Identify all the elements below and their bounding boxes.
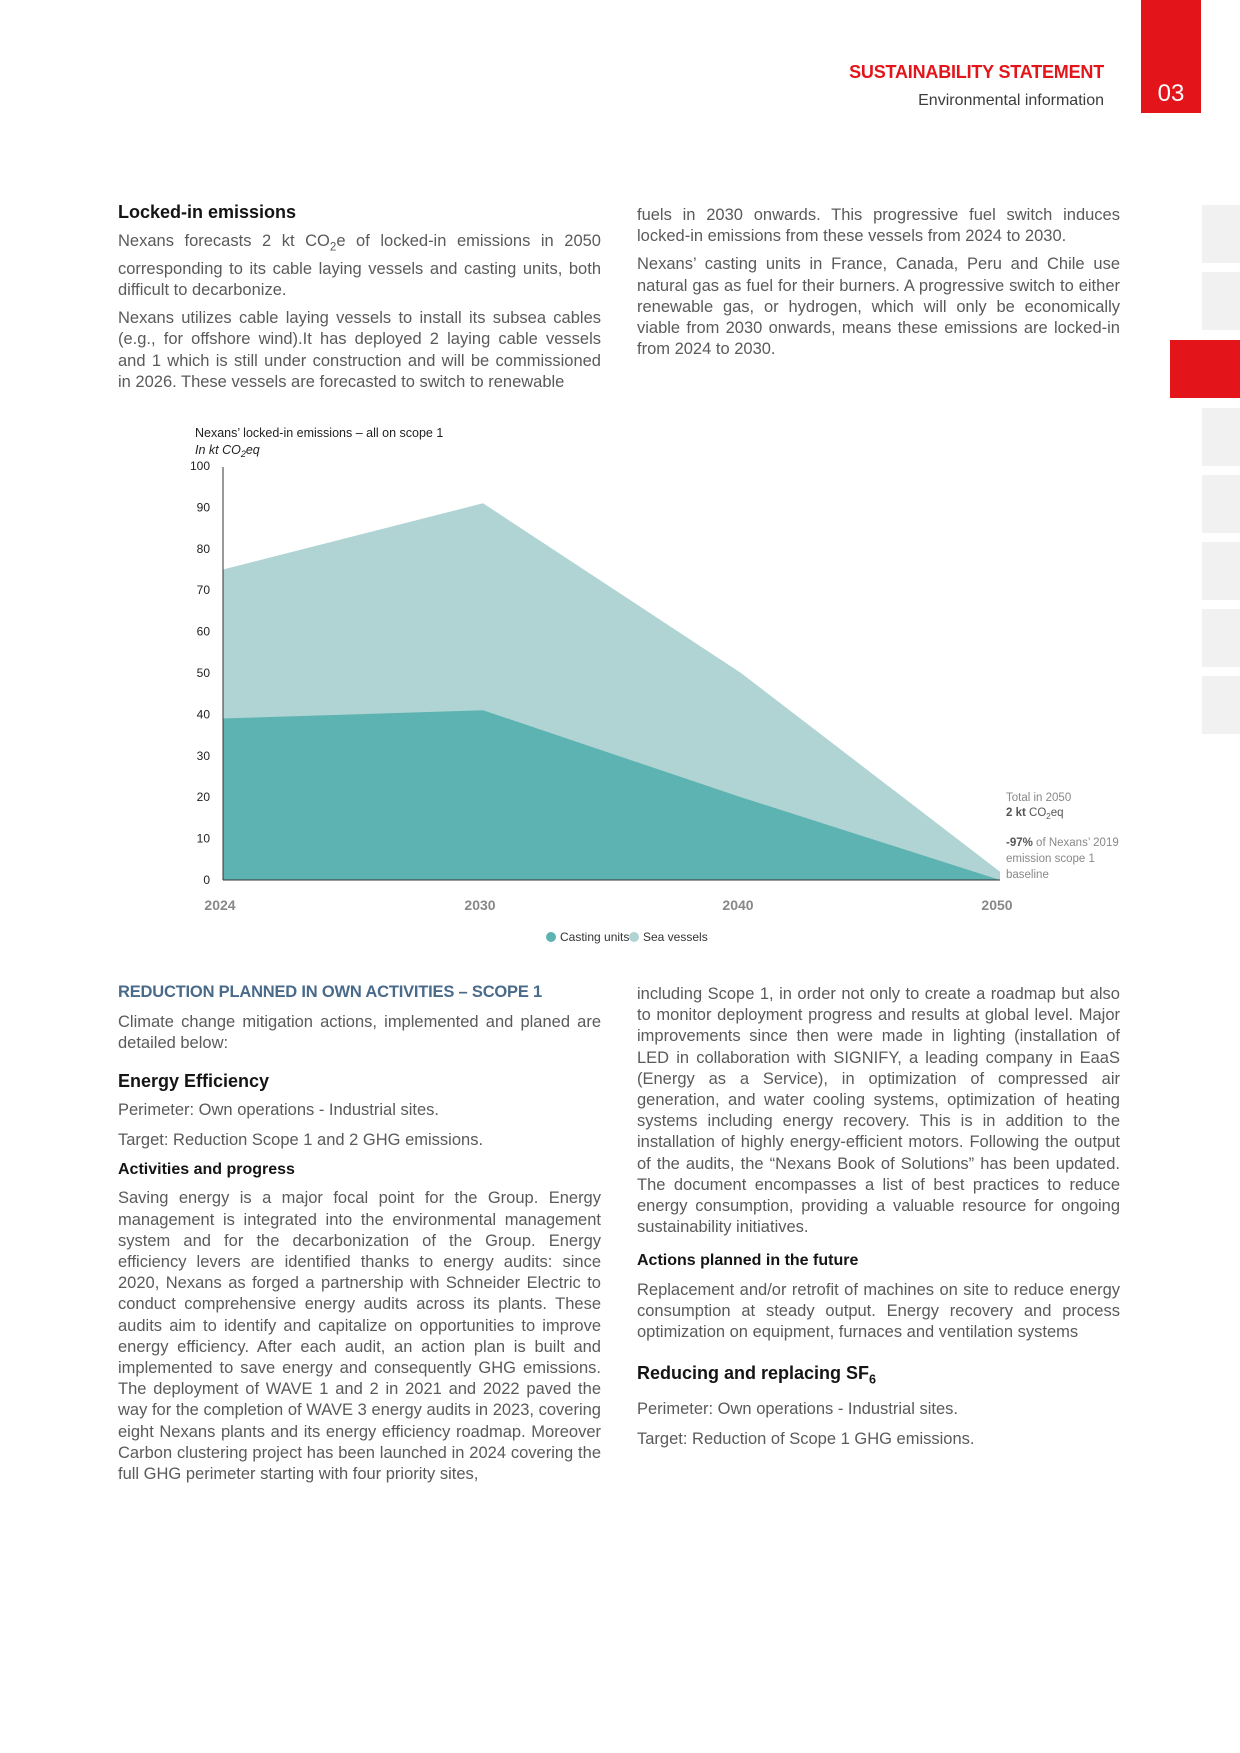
chapter-tab[interactable]: 03: [1141, 0, 1201, 113]
annotation-line-5: baseline: [1006, 869, 1049, 881]
y-tick-label: 90: [196, 500, 210, 515]
annotation-line-3: -97% of Nexans’ 2019: [1006, 837, 1119, 849]
sf6-heading: Reducing and replacing $SF_6$: [637, 1363, 877, 1387]
y-tick-label: 100: [189, 459, 210, 473]
y-tick-label: 70: [196, 583, 210, 598]
chart-legend: [546, 930, 708, 944]
activities-text-continued: including Scope 1, in order not only to create a roadmap but also to monitor deployment progress and results at global level. Major improvements since then were made in lighting (installation of LED in collaboration with SIGNIFY, a leading company in EaaS (Energy as a Service), in optimization of compressed air generation, and water cooling systems, optimization of heating systems including energy recovery. This is in addition to the installation of highly energy-efficient motors. Following the output of the audits, the “Nexans Book of Solutions” has been updated. The document encompasses a list of best practices to reduce energy consumption, providing a valuable resource for ongoing sustainability initiatives.: [637, 985, 1120, 1237]
y-tick-label: 10: [196, 831, 210, 846]
energy-efficiency-heading: Energy Efficiency: [118, 1070, 270, 1091]
section-title: SUSTAINABILITY STATEMENT: [849, 62, 1104, 82]
legend-swatch-sea-vessels: [629, 932, 639, 942]
locked-in-paragraph-4: Nexans’ casting units in France, Canada, Peru and Chile use natural gas as fuel for their burners. A progressive switch to either renewable gas, or hydrogen, which will only be economically viable from 2030 onwards, means these emissions are locked-in from 2024 to 2030.: [637, 255, 1120, 359]
y-tick-label: 40: [196, 707, 210, 722]
activities-text: Saving energy is a major focal point for the Group. Energy management is integrated into the environmental management system and for the decarbonization of the Group. Energy efficiency levers are identified thanks to energy audits: since 2020, Nexans as forged a partnership with Schneider Electric to conduct comprehensive energy audits across its plants. These audits aim to identify and capitalize on opportunities to improve energy efficiency. After each audit, an action plan is built and implemented to save energy and consequently GHG emissions. The deployment of WAVE 1 and 2 in 2021 and 2022 paved the way for the completion of WAVE 3 energy audits in 2023, covering eight Nexans plants and its energy efficiency roadmap. Moreover Carbon clustering project has been launched in 2024 covering the full GHG perimeter starting with four priority sites,: [118, 1189, 601, 1484]
chart-annotation-2050: [1006, 792, 1119, 881]
future-actions-heading: Actions planned in the future: [637, 1252, 859, 1270]
y-tick-label: 30: [196, 748, 210, 763]
y-tick-label: 0: [203, 873, 210, 887]
x-tick-label: 2024: [204, 897, 236, 913]
energy-perimeter: Perimeter: Own operations - Industrial sites.: [118, 1100, 439, 1119]
x-tick-label: 2030: [464, 897, 496, 913]
y-tick-label: 60: [196, 624, 210, 639]
legend-label-sea-vessels: Sea vessels: [643, 930, 708, 944]
x-tick-label: 2040: [722, 897, 754, 913]
future-actions-text: Replacement and/or retrofit of machines on site to reduce energy consumption at steady output. Energy recovery and process optimization on equipment, furnaces and ventilation systems: [637, 1280, 1120, 1342]
x-tick-label: 2050: [981, 897, 1013, 913]
reduction-left-column: [118, 982, 601, 1492]
reduction-heading: REDUCTION PLANNED IN OWN ACTIVITIES – SCOPE 1: [118, 983, 543, 1001]
locked-in-paragraph-3: fuels in 2030 onwards. This progressive fuel switch induces locked-in emissions from these vessels from 2024 to 2030.: [637, 206, 1120, 246]
activities-heading: Activities and progress: [118, 1161, 295, 1179]
chart-title: Nexans’ locked-in emissions – all on scope 1: [195, 426, 444, 440]
y-tick-label: 50: [196, 666, 210, 680]
annotation-line-1: Total in 2050: [1006, 792, 1072, 804]
sf6-perimeter: Perimeter: Own operations - Industrial sites.: [637, 1400, 958, 1419]
locked-in-heading: Locked-in emissions: [118, 202, 297, 222]
legend-label-casting-units: Casting units: [560, 930, 630, 944]
y-tick-label: 20: [196, 790, 210, 805]
locked-in-paragraph-2: Nexans utilizes cable laying vessels to install its subsea cables (e.g., for offshore wind).It has deployed 2 laying cable vessels and 1 which is still under construction and will be commissioned in 2026. These vessels are forecasted to switch to renewable: [118, 309, 601, 391]
annotation-line-2: 2 kt $CO_2eq$: [1006, 807, 1064, 821]
annotation-line-4: emission scope 1: [1006, 853, 1095, 865]
reduction-intro: Climate change mitigation actions, implemented and planed are detailed below:: [118, 1013, 601, 1053]
section-subtitle: Environmental information: [918, 92, 1104, 109]
chart-y-axis-label: In kt $CO_2eq$: [195, 443, 260, 459]
sf6-target: Target: Reduction of Scope 1 GHG emissions.: [637, 1430, 975, 1449]
locked-in-paragraph-1: Nexans forecasts 2 kt $CO_2e$ of locked-in emissions in 2050 corresponding to its cable laying vessels and casting units, both difficult to decarbonize.: [118, 232, 601, 299]
energy-target: Target: Reduction Scope 1 and 2 GHG emissions.: [118, 1131, 484, 1150]
y-tick-label: 80: [196, 541, 210, 556]
reduction-right-column: [637, 984, 1120, 1457]
legend-swatch-casting-units: [546, 932, 556, 942]
